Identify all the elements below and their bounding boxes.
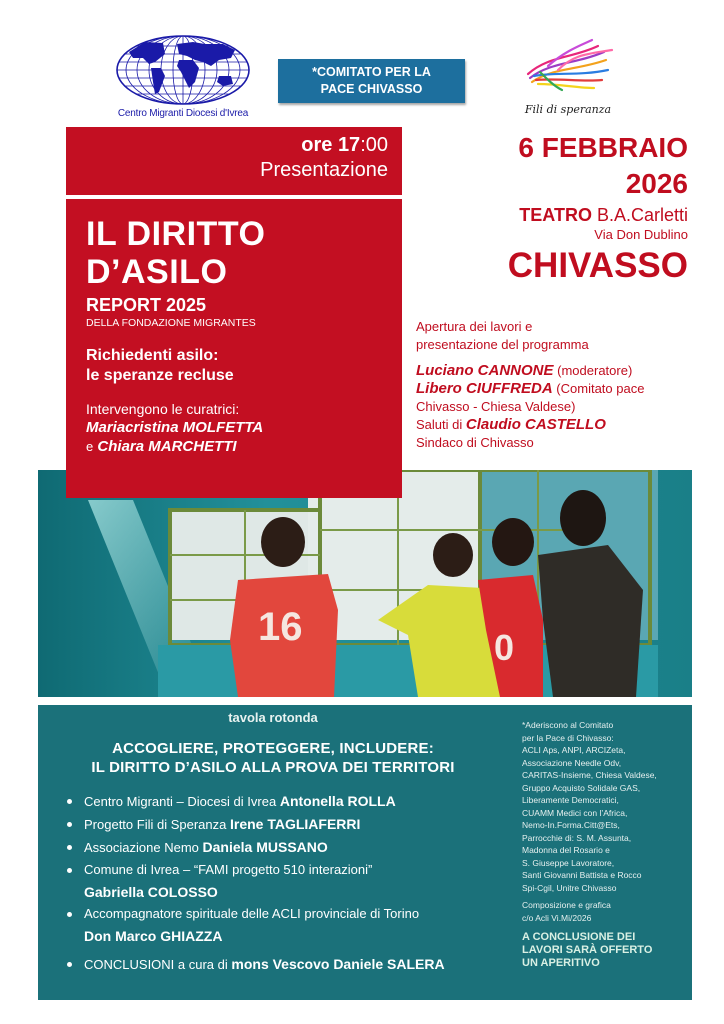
comitato-pace-badge [278, 59, 465, 103]
round-table-label: tavola rotonda [228, 710, 318, 725]
title-line-1: IL DIRITTO [86, 215, 266, 253]
round-table-title [38, 739, 508, 777]
opening-line-2: presentazione del programma [416, 337, 589, 352]
fili-di-speranza-logo [518, 36, 618, 120]
speaker-name: Antonella ROLLA [279, 793, 396, 809]
adherents-line: ACLI Aps, ANPI, ARCIZeta, [522, 745, 626, 755]
adherents-note [522, 719, 688, 894]
speaker-org: CONCLUSIONI a cura di [84, 957, 228, 972]
speaker-org: Accompagnatore spirituale delle ACLI provinciale di Torino [84, 906, 420, 921]
moderator-role: (moderatore) [557, 363, 633, 378]
comitato-line-2: PACE CHIVASSO [320, 82, 423, 96]
curator-join: e [86, 439, 94, 454]
speaker-item [66, 904, 526, 946]
venue-address: Via Don Dublino [594, 227, 688, 242]
curator-1: Mariacristina MOLFETTA [86, 419, 264, 436]
aperitivo-line-2: LAVORI SARÀ OFFERTO [522, 944, 653, 956]
centro-migranti-logo [108, 34, 258, 122]
subtitle-line-2: le speranze recluse [86, 367, 234, 384]
adherents-line: Parrocchie di: S. M. Assunta, [522, 832, 632, 843]
aperitivo-line-3: UN APERITIVO [522, 957, 600, 969]
round-table-title-line-2: IL DIRITTO D’ASILO ALLA PROVA DEI TERRITORI [91, 759, 455, 776]
adherents-line: Nemo-In.Forma.Citt@Ets, [522, 820, 620, 830]
event-city: CHIVASSO [507, 246, 688, 285]
greetings-prefix: Saluti di [416, 417, 463, 432]
aperitivo-note [522, 931, 688, 970]
moderator-line [416, 362, 696, 380]
program-block [416, 318, 696, 452]
adherents-line: Spi-Cgil, Unitre Chivasso [522, 882, 617, 893]
adherents-line: CUAMM Medici con l’Africa, [522, 807, 628, 818]
speaker-org: Comune di Ivrea – “FAMI progetto 510 interazioni” [84, 862, 373, 877]
speaker-name: mons Vescovo Daniele SALERA [231, 956, 445, 972]
speaker-item [66, 837, 526, 858]
adherents-line: *Aderiscono al Comitato [522, 720, 614, 730]
time-minutes: :00 [360, 134, 388, 156]
speaker-2-role-continued: Chivasso - Chiesa Valdese) [416, 399, 576, 414]
time-hour: 17 [337, 134, 361, 156]
report-presentation-box [66, 199, 402, 498]
event-date-line-2: 2026 [625, 168, 688, 199]
speaker-org: Progetto Fili di Speranza [84, 817, 227, 832]
moderator-name: Luciano CANNONE [416, 362, 554, 379]
opening-line-1: Apertura dei lavori e [416, 319, 533, 334]
colored-threads-icon [518, 36, 618, 96]
event-date-line-1: 6 FEBBRAIO [518, 132, 688, 163]
adherents-line: Associazione Needle Odv, [522, 757, 622, 768]
round-table-title-line-1: ACCOGLIERE, PROTEGGERE, INCLUDERE: [112, 740, 434, 757]
curators-intro: Intervengono le curatrici: [86, 401, 240, 417]
mayor-role: Sindaco di Chivasso [416, 435, 534, 450]
comitato-line-1: *COMITATO PER LA [312, 65, 431, 79]
venue-type: TEATRO [519, 205, 592, 225]
speaker-2-role: (Comitato pace [556, 381, 645, 396]
svg-text:0: 0 [494, 627, 515, 668]
time-prefix: ore [301, 134, 333, 156]
world-map-icon [115, 34, 251, 106]
subtitle [86, 346, 402, 386]
speaker-name: Gabriella COLOSSO [84, 884, 218, 900]
adherents-line: Gruppo Acquisto Solidale GAS, [522, 782, 641, 793]
venue [410, 204, 688, 226]
round-table-panel [38, 705, 692, 1000]
event-time-box [66, 127, 402, 195]
speaker-item [66, 860, 526, 902]
photo-illustration [38, 470, 692, 697]
mayor-name: Claudio CASTELLO [465, 416, 606, 433]
speaker-org: Associazione Nemo [84, 840, 199, 855]
centro-migranti-caption: Centro Migranti Diocesi d'Ivrea [117, 108, 249, 119]
report-year: REPORT 2025 [86, 295, 207, 315]
speaker-name: Daniela MUSSANO [202, 839, 328, 855]
adherents-line: per la Pace di Chivasso: [522, 732, 614, 743]
credits-line-2: c/o Acli Vi.Mi/2026 [522, 912, 592, 923]
refugees-photo [38, 470, 692, 697]
date-venue-block [410, 130, 688, 286]
speaker-2-line [416, 380, 696, 398]
aperitivo-line-1: A CONCLUSIONE DEI [522, 931, 636, 943]
speaker-item [66, 791, 526, 812]
speaker-name: Don Marco GHIAZZA [84, 928, 223, 944]
adherents-line: CARITAS-Insieme, Chiesa Valdese, [522, 770, 657, 780]
adherents-line: S. Giuseppe Lavoratore, [522, 857, 615, 868]
adherents-line: Liberamente Democratici, [522, 795, 619, 805]
report-publisher: DELLA FONDAZIONE MIGRANTES [86, 317, 256, 329]
adherents-line: Madonna del Rosario e [522, 845, 610, 855]
event-time [66, 133, 388, 157]
speaker-name: Irene TAGLIAFERRI [229, 816, 361, 832]
adherents-line: Santi Giovanni Battista e Rocco [522, 870, 642, 880]
subtitle-line-1: Richiedenti asilo: [86, 347, 219, 364]
fili-di-speranza-caption: Fili di speranza [524, 103, 612, 116]
credits-line-1: Composizione e grafica [522, 900, 611, 910]
event-type: Presentazione [260, 159, 388, 181]
greetings-line [416, 416, 696, 434]
speaker-item-conclusions [66, 954, 526, 975]
speaker-org: Centro Migranti – Diocesi di Ivrea [84, 794, 277, 809]
speaker-list [66, 791, 526, 977]
svg-text:16: 16 [258, 605, 303, 649]
title-line-2: D’ASILO [86, 253, 228, 291]
design-credits [522, 899, 688, 924]
speaker-2-name: Libero CIUFFREDA [416, 380, 553, 397]
speaker-item [66, 814, 526, 835]
curator-2: Chiara MARCHETTI [97, 438, 237, 455]
venue-name: B.A.Carletti [596, 205, 688, 225]
curator-2-line [86, 437, 402, 456]
